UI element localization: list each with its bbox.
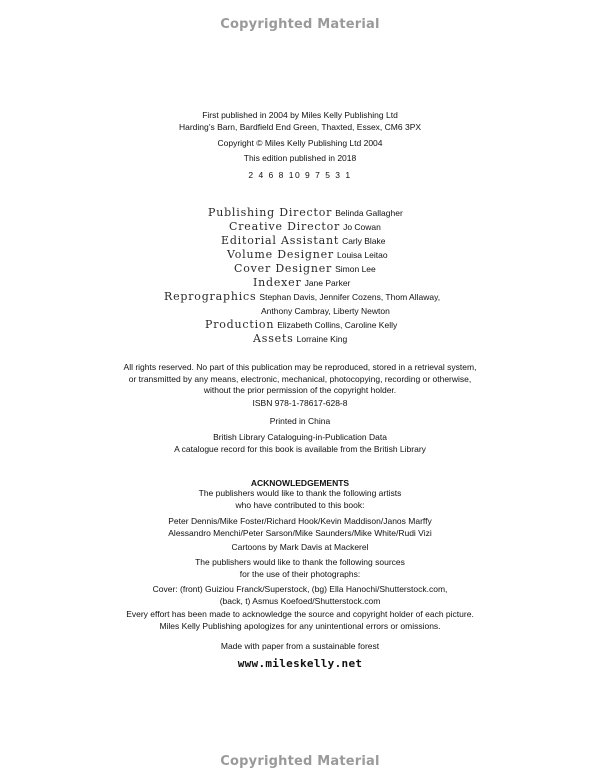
effort-notice: [0, 609, 600, 632]
cip-data: [0, 432, 600, 455]
credit-row: [258, 304, 390, 318]
cover-credit-line: Cover: (front) Guiziou Franck/Superstock, (bg) Ella Hanochi/Shutterstock.com,: [152, 584, 448, 594]
credit-row: [253, 276, 350, 290]
ack-intro-line: The publishers would like to thank the following artists: [198, 488, 402, 498]
credit-name: Louisa Leitao: [336, 250, 388, 260]
publisher-address: Harding’s Barn, Bardfield End Green, Thaxted, Essex, CM6 3PX: [178, 121, 422, 132]
cartoons-credit: Cartoons by Mark Davis at Mackerel: [231, 542, 369, 552]
effort-line: Miles Kelly Publishing apologizes for any unintentional errors or omissions.: [159, 620, 441, 631]
credit-role: Assets: [253, 332, 294, 345]
publication-info: [0, 110, 600, 133]
credit-name: Belinda Gallagher: [335, 208, 403, 218]
credit-role: Publishing Director: [208, 206, 333, 219]
photo-thanks: [0, 557, 600, 580]
photo-thanks-line: for the use of their photographs:: [239, 568, 361, 579]
copyright-line: Copyright © Miles Kelly Publishing Ltd 2004: [217, 138, 383, 148]
rights-line: without the prior permission of the copyright holder.: [203, 385, 397, 395]
credit-role: Reprographics: [164, 290, 257, 303]
edition-line: This edition published in 2018: [243, 153, 357, 163]
photo-thanks-line: The publishers would like to thank the following sources: [195, 557, 405, 567]
credit-name: Stephan Davis, Jennifer Cozens, Thom Allaway,: [259, 292, 441, 302]
acknowledgements-intro: [0, 488, 600, 511]
credit-role: Cover Designer: [234, 262, 333, 275]
isbn: ISBN 978-1-78617-628-8: [252, 398, 348, 408]
watermark-bottom: Copyrighted Material: [220, 754, 380, 769]
credit-row: [229, 220, 381, 234]
website-url: www.mileskelly.net: [237, 657, 363, 670]
credit-row: [208, 206, 403, 220]
effort-line: Every effort has been made to acknowledge the source and copyright holder of each picture.: [126, 609, 474, 619]
credit-role: Production: [205, 318, 275, 331]
credit-name: Simon Lee: [335, 264, 376, 274]
credit-role: Indexer: [253, 276, 302, 289]
rights-line: or transmitted by any means, electronic, mechanical, photocopying, recording or otherwise,: [128, 373, 472, 384]
printed-in: Printed in China: [269, 416, 331, 426]
credit-name: Anthony Cambray, Liberty Newton: [261, 306, 390, 316]
credit-row: [227, 248, 388, 262]
credit-name: Lorraine King: [296, 334, 348, 344]
credit-role: Volume Designer: [227, 248, 334, 261]
credit-row: [253, 332, 347, 346]
rights-line: All rights reserved. No part of this publication may be reproduced, stored in a retrieval system,: [123, 362, 477, 372]
credit-row: [234, 262, 376, 276]
rights-notice: [0, 362, 600, 397]
paper-notice: Made with paper from a sustainable forest: [220, 641, 380, 651]
cover-credits: [0, 584, 600, 607]
cip-line: British Library Cataloguing-in-Publication Data: [213, 432, 387, 442]
credit-row: [221, 234, 386, 248]
credit-name: Elizabeth Collins, Caroline Kelly: [277, 320, 398, 330]
cover-credit-line: (back, t) Asmus Koefoed/Shutterstock.com: [219, 595, 381, 606]
credit-name: Jane Parker: [304, 278, 351, 288]
artists-line: Alessandro Menchi/Peter Sarson/Mike Saunders/Mike White/Rudi Vizi: [168, 527, 432, 538]
artists-list: [0, 516, 600, 539]
first-published: First published in 2004 by Miles Kelly Publishing Ltd: [202, 110, 398, 120]
credit-role: Creative Director: [229, 220, 341, 233]
ack-intro-line: who have contributed to this book:: [235, 499, 365, 510]
watermark-top: Copyrighted Material: [220, 17, 380, 32]
credit-row: [164, 290, 440, 304]
cip-line: A catalogue record for this book is available from the British Library: [174, 443, 426, 454]
credit-role: Editorial Assistant: [221, 234, 340, 247]
credit-name: Carly Blake: [342, 236, 386, 246]
credit-name: Jo Cowan: [343, 222, 381, 232]
artists-line: Peter Dennis/Mike Foster/Richard Hook/Kevin Maddison/Janos Marffy: [168, 516, 432, 526]
credit-row: [205, 318, 397, 332]
print-line: 2 4 6 8 10 9 7 5 3 1: [248, 170, 352, 180]
acknowledgements-heading: ACKNOWLEDGEMENTS: [250, 478, 350, 488]
